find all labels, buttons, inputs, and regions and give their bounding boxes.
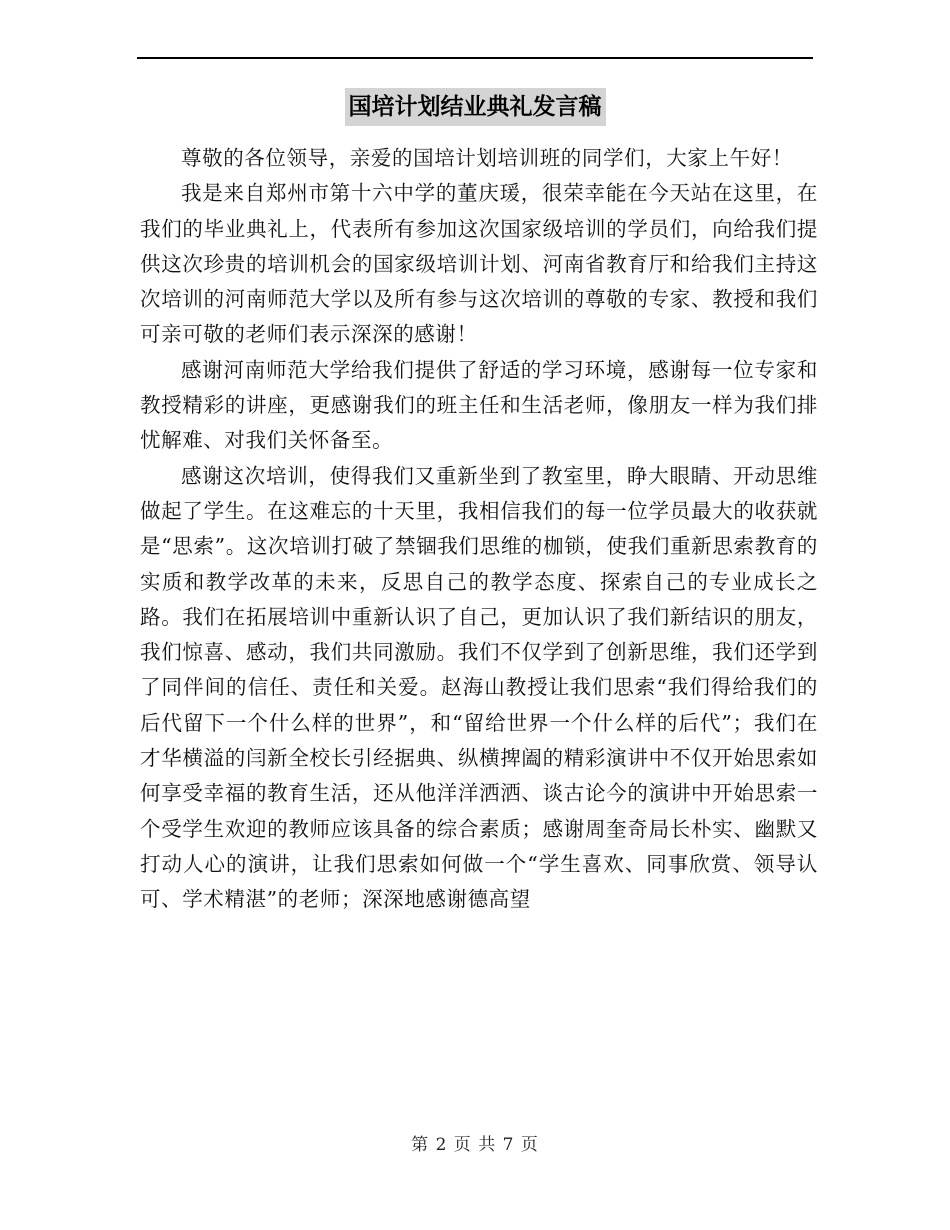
document-body — [140, 141, 818, 918]
header-rule — [137, 57, 813, 59]
paragraph-thanks-university: 感谢河南师范大学给我们提供了舒适的学习环境，感谢每一位专家和教授精彩的讲座，更感谢我们的班主任和生活老师，像朋友一样为我们排忧解难、对我们关怀备至。 — [140, 357, 818, 453]
document-title: 国培计划结业典礼发言稿 — [345, 88, 606, 126]
page-number: 第 2 页 共 7 页 — [411, 1135, 539, 1155]
title-container — [0, 88, 950, 126]
paragraph-reflection: 感谢这次培训，使得我们又重新坐到了教室里，睁大眼睛、开动思维做起了学生。在这难忘的十天里，我相信我们的每一位学员最大的收获就是“思索”。这次培训打破了禁锢我们思维的枷锁，使我们重新思索教育的实质和教学改革的未来，反思自己的教学态度、探索自己的专业成长之路。我们在拓展培训中重新认识了自己，更加认识了我们新结识的朋友，我们惊喜、感动，我们共同激励。我们不仅学到了创新思维，我们还学到了同伴间的信任、责任和关爱。赵海山教授让我们思索“我们得给我们的后代留下一个什么样的世界”，和“留给世界一个什么样的后代”；我们在才华横溢的闫新全校长引经据典、纵横捭阖的精彩演讲中不仅开始思索如何享受幸福的教育生活，还从他洋洋洒洒、谈古论今的演讲中开始思索一个受学生欢迎的教师应该具备的综合素质；感谢周奎奇局长朴实、幽默又打动人心的演讲，让我们思索如何做一个“学生喜欢、同事欣赏、领导认可、学术精湛”的老师；深深地感谢德高望 — [140, 463, 818, 912]
paragraph-greeting: 尊敬的各位领导，亲爱的国培计划培训班的同学们，大家上午好！ — [181, 146, 793, 170]
paragraph-introduction: 我是来自郑州市第十六中学的董庆瑗，很荣幸能在今天站在这里，在我们的毕业典礼上，代表所有参加这次国家级培训的学员们，向给我们提供这次珍贵的培训机会的国家级培训计划、河南省教育厅和给我们主持这次培训的河南师范大学以及所有参与这次培训的尊敬的专家、教授和我们可亲可敬的老师们表示深深的感谢！ — [140, 181, 818, 347]
